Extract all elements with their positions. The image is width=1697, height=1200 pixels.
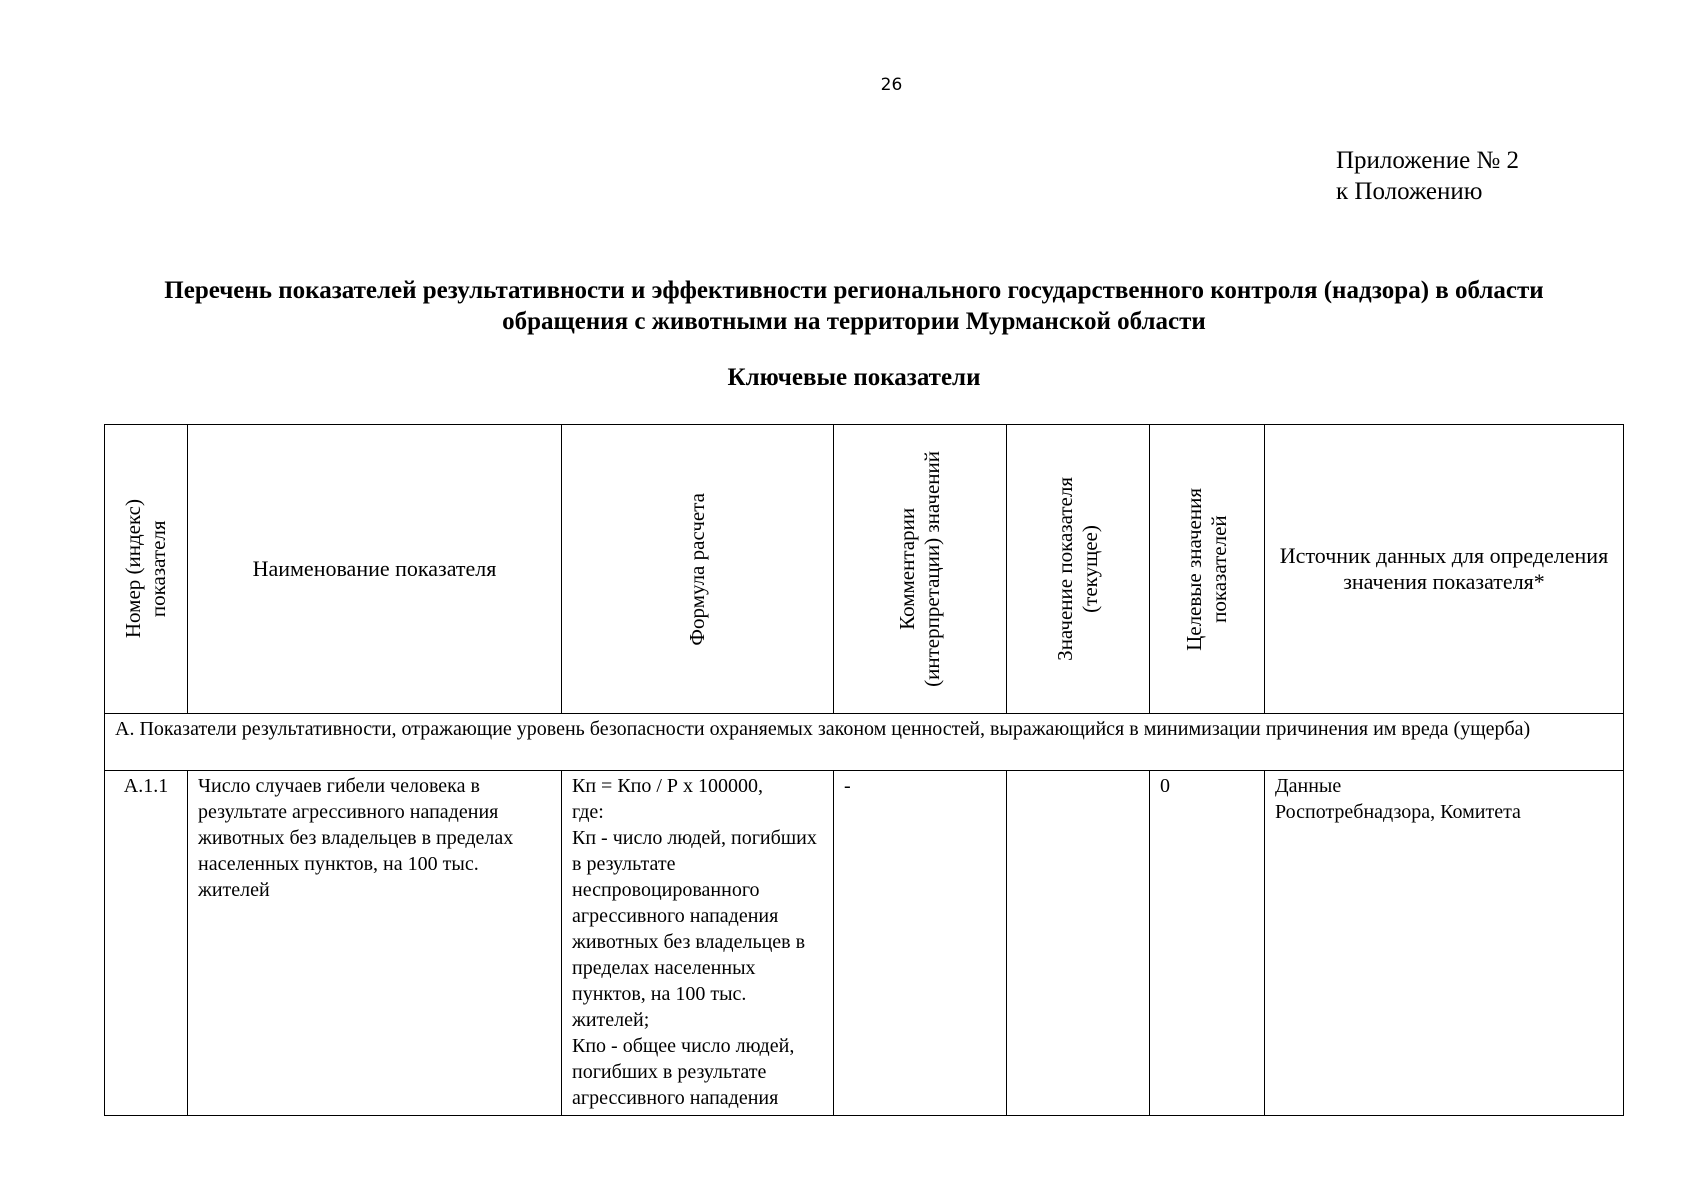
header-target-values — [1150, 425, 1265, 714]
appendix-line-2: к Положению — [1336, 178, 1483, 205]
section-heading: А. Показатели результативности, отражающие уровень безопасности охраняемых законом ценностей, выражающийся в минимизации причинения им вреда (ущерба) — [105, 714, 1624, 771]
header-number-label: Номер (индекс) показателя — [121, 499, 170, 639]
document-title: Перечень показателей результативности и эффективности регионального государственного контроля (надзора) в области обращения с животными на территории Мурманской области — [164, 277, 1544, 335]
row-formula: Кп = Кпо / Р х 100000, где: Кп - число людей, погибших в результате неспровоцированного агрессивного нападения животных без владельцев в пределах населенных пунктов, на 100 тыс. жителей; Кпо - общее число людей, погибших в результате агрессивного нападения — [562, 771, 834, 1116]
row-name: Число случаев гибели человека в результате агрессивного нападения животных без владельцев в пределах населенных пунктов, на 100 тыс. жителей — [188, 771, 562, 1116]
header-current-value — [1007, 425, 1150, 714]
row-target: 0 — [1150, 771, 1265, 1116]
row-current-value — [1007, 771, 1150, 1116]
row-index: А.1.1 — [105, 771, 188, 1116]
header-comments-label: Комментарии (интерпретации) значений — [895, 451, 944, 687]
header-source-label: Источник данных для определения значения показателя* — [1279, 543, 1609, 594]
header-formula — [562, 425, 834, 714]
page-number: 26 — [880, 75, 903, 95]
indicators-table — [104, 424, 1624, 1116]
header-target-values-label: Целевые значения показателей — [1182, 487, 1231, 651]
header-comments — [834, 425, 1007, 714]
appendix-line-1: Приложение № 2 — [1336, 147, 1520, 174]
header-number — [105, 425, 188, 714]
table-header-row — [105, 425, 1624, 714]
header-formula-label: Формула расчета — [685, 492, 709, 646]
table-row — [105, 771, 1624, 1116]
row-comments: - — [834, 771, 1007, 1116]
appendix-note — [1336, 145, 1519, 207]
header-source — [1265, 425, 1624, 714]
section-subtitle: Ключевые показатели — [727, 364, 981, 391]
header-name-label: Наименование показателя — [252, 556, 497, 581]
header-name — [188, 425, 562, 714]
header-current-value-label: Значение показателя (текущее) — [1053, 477, 1102, 661]
table-section-row — [105, 714, 1624, 771]
row-source: Данные Роспотребнадзора, Комитета — [1265, 771, 1624, 1116]
